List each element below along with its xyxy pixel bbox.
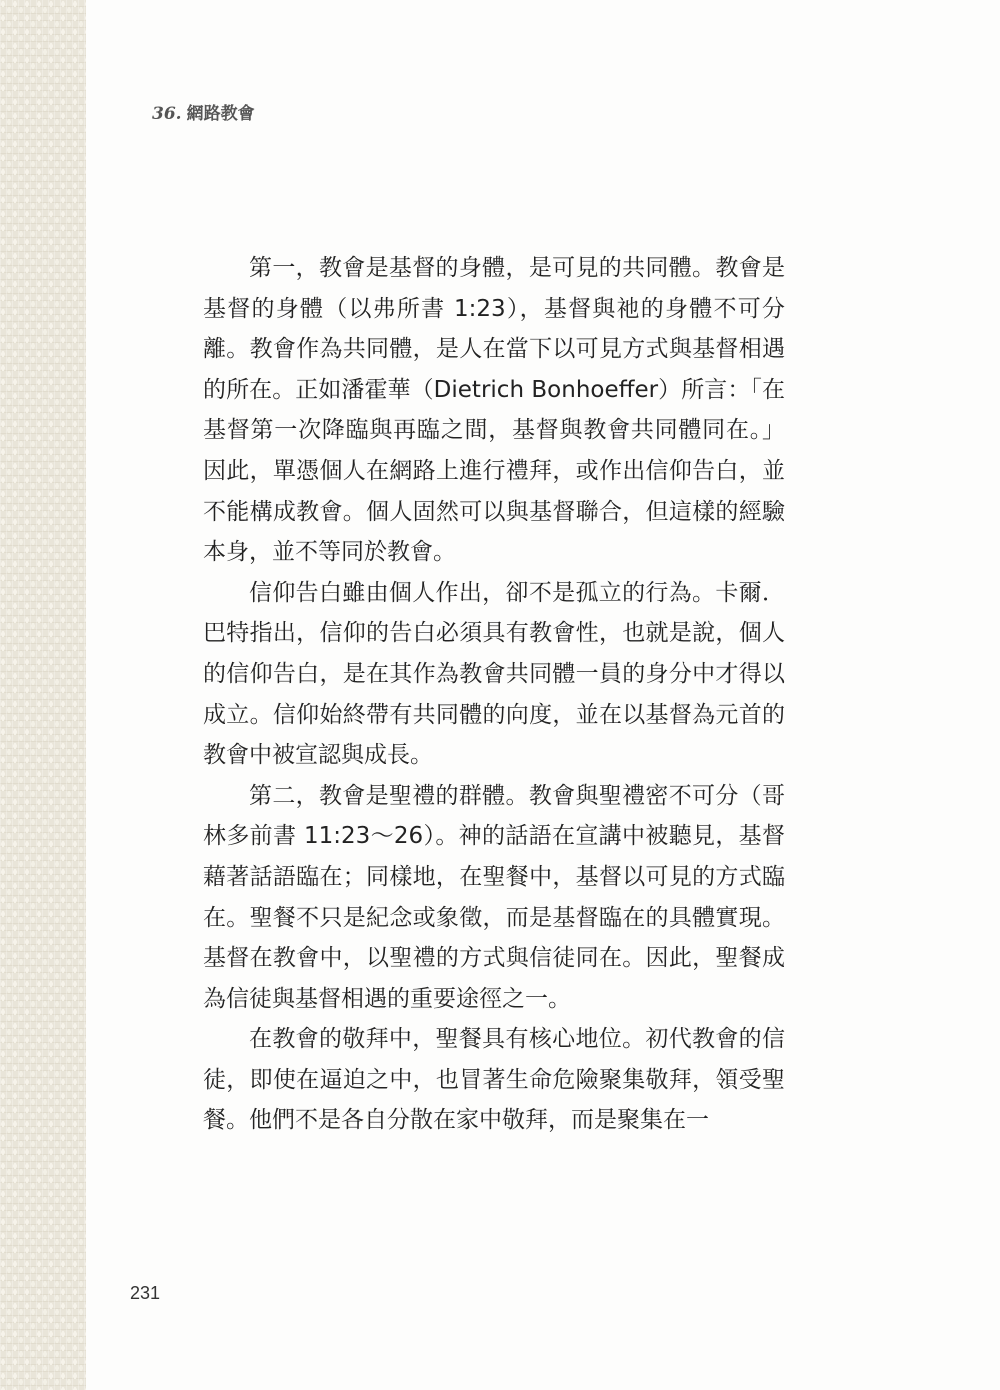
chapter-title: 網路教會	[186, 104, 255, 124]
page-number: 231	[130, 1283, 161, 1303]
paragraph-3: 第二，教會是聖禮的群體。教會與聖禮密不可分（哥林多前書 11:23～26）。神的話語在宣講中被聽見，基督藉著話語臨在；同樣地，在聖餐中，基督以可見的方式臨在。聖餐不只是紀念或象徵，而是基督臨在的具體實現。基督在教會中，以聖禮的方式與信徒同在。因此，聖餐成為信徒與基督相遇的重要途徑之一。	[203, 782, 785, 1012]
paragraph-2: 信仰告白雖由個人作出，卻不是孤立的行為。卡爾．巴特指出，信仰的告白必須具有教會性，也就是說，個人的信仰告白，是在其作為教會共同體一員的身分中才得以成立。信仰始終帶有共同體的向度，並在以基督為元首的教會中被宣認與成長。	[203, 579, 785, 769]
paragraph-4: 在教會的敬拜中，聖餐具有核心地位。初代教會的信徒，即使在逼迫之中，也冒著生命危險聚集敬拜，領受聖餐。他們不是各自分散在家中敬拜，而是聚集在一	[203, 1026, 785, 1134]
running-header	[152, 99, 255, 124]
chapter-number: 36.	[152, 104, 182, 124]
paragraph-1: 第一，教會是基督的身體，是可見的共同體。教會是基督的身體（以弗所書 1:23），基督與祂的身體不可分離。教會作為共同體，是人在當下以可見方式與基督相遇的所在。正如潘霍華（Dietrich Bonhoeffer）所言：「在基督第一次降臨與再臨之間，基督與教會共同體同在。」因此，單憑個人在網路上進行禮拜，或作出信仰告白，並不能構成教會。個人固然可以與基督聯合，但這樣的經驗本身，並不等同於教會。	[203, 255, 785, 566]
book-spine-texture	[0, 0, 86, 1390]
body-text	[203, 248, 785, 1141]
